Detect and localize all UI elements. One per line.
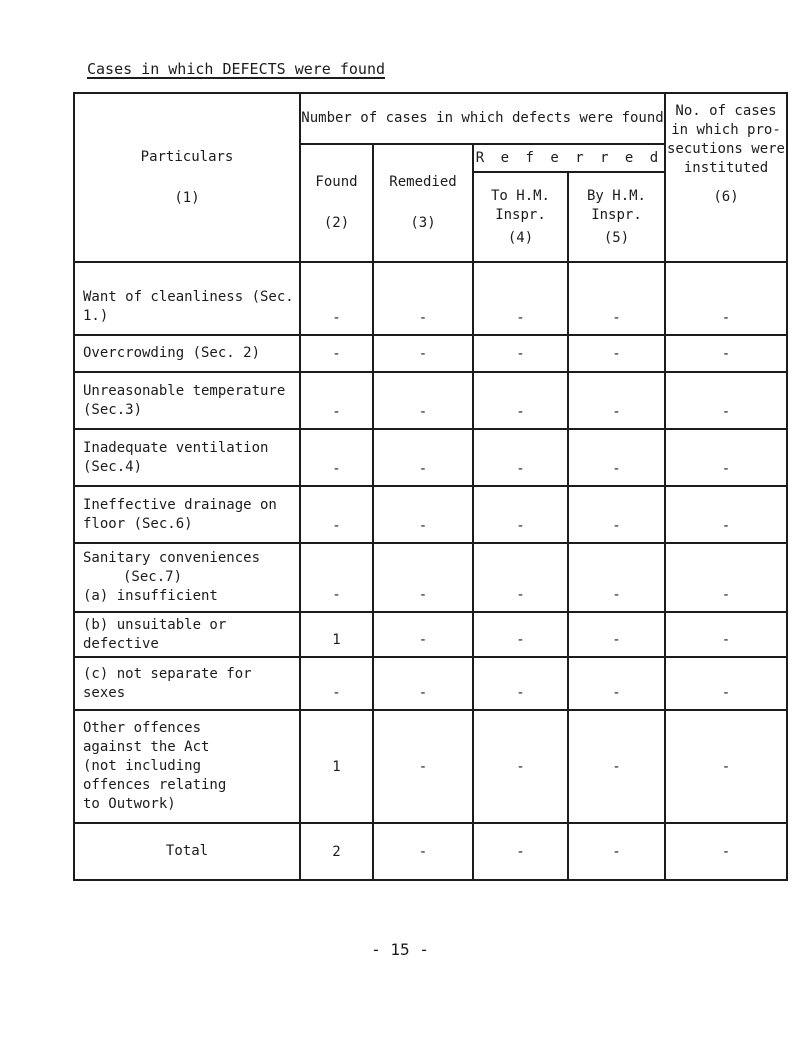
- header-prosecutions-label: No. of cases in which pro-secutions were instituted: [666, 103, 785, 176]
- header-group-defects: Number of cases in which defects were found: [300, 93, 665, 144]
- total-remedied: -: [373, 823, 473, 880]
- header-prosecutions: [665, 93, 787, 262]
- header-to-inspr: [473, 172, 568, 262]
- cell-to-inspr: -: [473, 262, 568, 335]
- total-label: Total: [74, 823, 300, 880]
- table-row: [74, 710, 787, 823]
- col5-number: (5): [603, 229, 630, 246]
- row-particular: Want of cleanliness (Sec. 1.): [74, 262, 300, 335]
- cell-prosecutions: -: [665, 262, 787, 335]
- cell-by-inspr: -: [568, 372, 665, 429]
- sanitary-sub-a: (a) insufficient: [83, 588, 218, 604]
- cell-remedied: -: [373, 543, 473, 612]
- header-row-1: [74, 93, 787, 144]
- sanitary-title: Sanitary conveniences: [83, 550, 261, 566]
- cell-found: -: [300, 543, 373, 612]
- row-particular: Ineffective drainage on floor (Sec.6): [74, 486, 300, 543]
- header-remedied-label: Remedied: [389, 174, 457, 190]
- cell-by-inspr: -: [568, 543, 665, 612]
- col6-number: (6): [713, 189, 739, 205]
- cell-remedied: -: [373, 262, 473, 335]
- total-prosecutions: -: [665, 823, 787, 880]
- cell-by-inspr: -: [568, 657, 665, 710]
- table-row: [74, 262, 787, 335]
- cell-prosecutions: -: [665, 486, 787, 543]
- total-to-inspr: -: [473, 823, 568, 880]
- cell-to-inspr: -: [473, 335, 568, 372]
- cell-prosecutions: -: [665, 612, 787, 657]
- cell-by-inspr: -: [568, 429, 665, 486]
- cell-found: -: [300, 657, 373, 710]
- cell-to-inspr: -: [473, 543, 568, 612]
- header-referred: R e f e r r e d: [473, 144, 665, 172]
- table-row: [74, 543, 787, 612]
- table-row: [74, 429, 787, 486]
- table-row: [74, 612, 787, 657]
- col2-number: (2): [323, 215, 350, 231]
- cell-found: -: [300, 335, 373, 372]
- cell-prosecutions: -: [665, 543, 787, 612]
- defects-table: [73, 92, 788, 881]
- sanitary-section: (Sec.7): [123, 569, 183, 585]
- cell-by-inspr: -: [568, 335, 665, 372]
- cell-remedied: -: [373, 710, 473, 823]
- cell-to-inspr: -: [473, 372, 568, 429]
- cell-to-inspr: -: [473, 429, 568, 486]
- row-particular: Inadequate ventilation (Sec.4): [74, 429, 300, 486]
- cell-found: -: [300, 262, 373, 335]
- row-particular: (c) not separate for sexes: [74, 657, 300, 710]
- header-particulars: [74, 93, 300, 262]
- cell-remedied: -: [373, 612, 473, 657]
- cell-prosecutions: -: [665, 335, 787, 372]
- cell-found: -: [300, 486, 373, 543]
- cell-found: 1: [300, 612, 373, 657]
- row-particular: (b) unsuitable or defective: [74, 612, 300, 657]
- header-found: [300, 144, 373, 262]
- row-particular: Overcrowding (Sec. 2): [74, 335, 300, 372]
- col1-number: (1): [174, 189, 200, 206]
- cell-remedied: -: [373, 372, 473, 429]
- cell-by-inspr: -: [568, 612, 665, 657]
- cell-found: -: [300, 372, 373, 429]
- col4-number: (4): [507, 229, 534, 246]
- cell-prosecutions: -: [665, 372, 787, 429]
- header-remedied: [373, 144, 473, 262]
- cell-to-inspr: -: [473, 612, 568, 657]
- table-row: [74, 372, 787, 429]
- table-row: [74, 486, 787, 543]
- header-particulars-label: Particulars: [140, 148, 234, 165]
- col3-number: (3): [410, 215, 436, 231]
- cell-found: -: [300, 429, 373, 486]
- header-by-inspr-label: By H.M. Inspr.: [586, 187, 646, 223]
- cell-to-inspr: -: [473, 657, 568, 710]
- cell-by-inspr: -: [568, 486, 665, 543]
- cell-remedied: -: [373, 486, 473, 543]
- cell-by-inspr: -: [568, 710, 665, 823]
- row-particular: Unreasonable temperature (Sec.3): [74, 372, 300, 429]
- total-by-inspr: -: [568, 823, 665, 880]
- header-by-inspr: [568, 172, 665, 262]
- cell-by-inspr: -: [568, 262, 665, 335]
- table-row: [74, 335, 787, 372]
- cell-to-inspr: -: [473, 486, 568, 543]
- total-row: [74, 823, 787, 880]
- row-particular-sanitary: [74, 543, 300, 612]
- page-number: - 15 -: [371, 940, 429, 959]
- cell-remedied: -: [373, 335, 473, 372]
- cell-prosecutions: -: [665, 429, 787, 486]
- total-found: 2: [300, 823, 373, 880]
- cell-to-inspr: -: [473, 710, 568, 823]
- cell-remedied: -: [373, 657, 473, 710]
- cell-remedied: -: [373, 429, 473, 486]
- row-particular: Other offences against the Act (not including offences relating to Outwork): [74, 710, 300, 823]
- table-row: [74, 657, 787, 710]
- cell-found: 1: [300, 710, 373, 823]
- header-found-label: Found: [315, 174, 358, 190]
- page-heading: Cases in which DEFECTS were found: [87, 60, 386, 78]
- cell-prosecutions: -: [665, 657, 787, 710]
- header-to-inspr-label: To H.M. Inspr.: [490, 187, 550, 223]
- cell-prosecutions: -: [665, 710, 787, 823]
